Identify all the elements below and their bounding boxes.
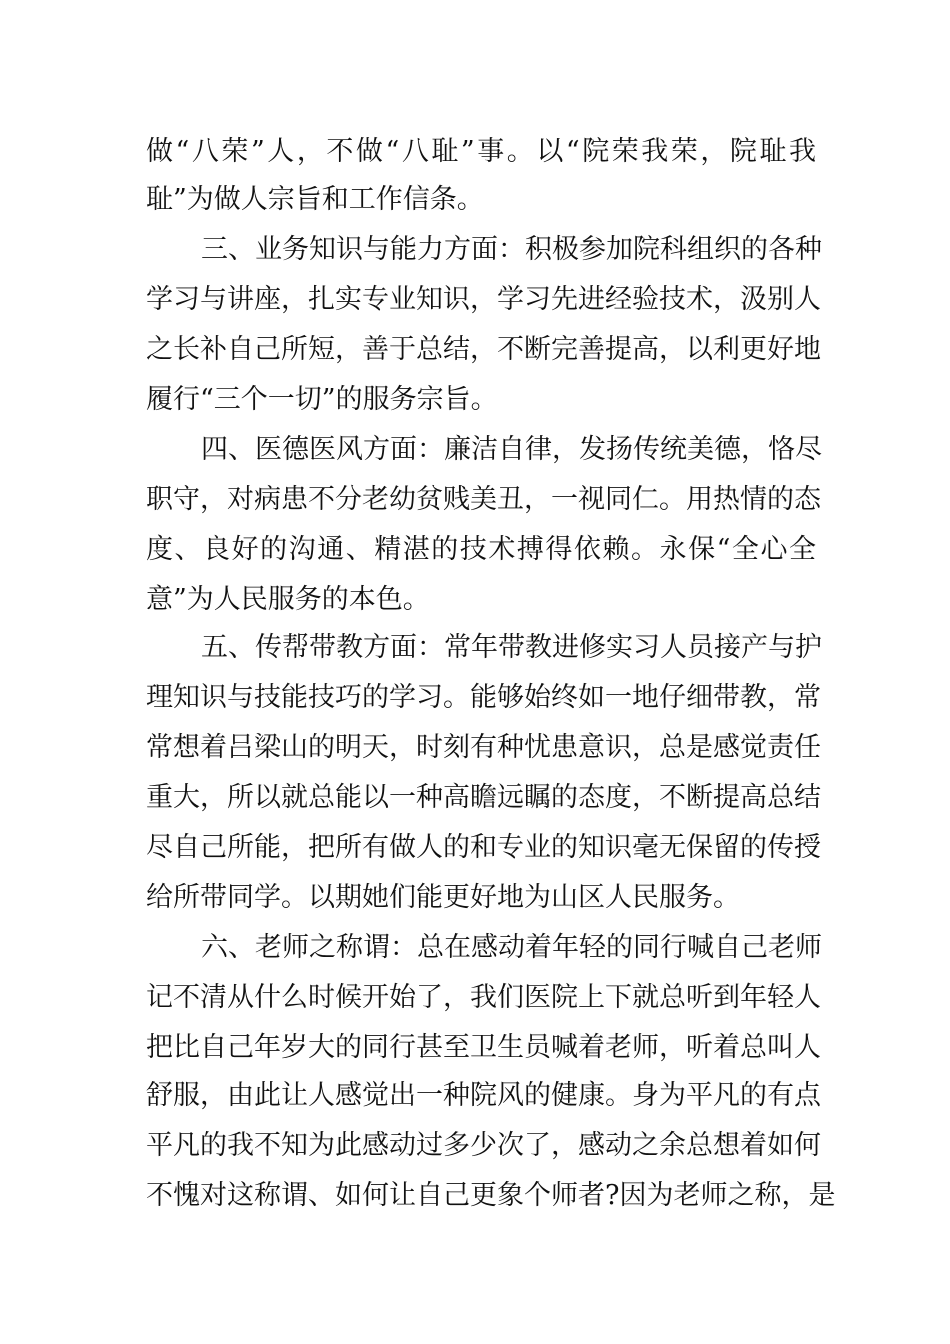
text-line: 舒服，由此让人感觉出一种院风的健康。身为平凡的有点 (146, 1080, 821, 1111)
text-line: 把比自己年岁大的同行甚至卫生员喊着老师，听着总叫人 (146, 1032, 821, 1063)
text-line: 常想着吕梁山的明天，时刻有种忧患意识，总是感觉责任 (146, 732, 821, 763)
text-line: 学习与讲座，扎实专业知识，学习先进经验技术，汲别人 (146, 284, 821, 315)
text-line: 履行“三个一切”的服务宗旨。 (146, 384, 498, 415)
text-line: 六、老师之称谓：总在感动着年轻的同行喊自己老师 (201, 932, 822, 963)
text-line: 职守，对病患不分老幼贫贱美丑，一视同仁。用热情的态 (146, 484, 821, 515)
text-line: 给所带同学。以期她们能更好地为山区人民服务。 (146, 882, 740, 913)
text-line: 五、传帮带教方面：常年带教进修实习人员接产与护 (201, 632, 822, 663)
text-line: 重大，所以就总能以一种高瞻远瞩的态度，不断提高总结 (146, 782, 821, 813)
text-line: 记不清从什么时候开始了，我们医院上下就总听到年轻人 (146, 982, 821, 1013)
text-line: 耻”为做人宗旨和工作信条。 (146, 184, 484, 215)
text-line: 理知识与技能技巧的学习。能够始终如一地仔细带教，常 (146, 682, 821, 713)
text-line: 意”为人民服务的本色。 (146, 584, 430, 615)
text-line: 四、医德医风方面：廉洁自律，发扬传统美德，恪尽 (201, 434, 822, 465)
text-line: 做“八荣”人，不做“八耻”事。以“院荣我荣，院耻我 (146, 136, 816, 167)
text-line: 平凡的我不知为此感动过多少次了，感动之余总想着如何 (146, 1130, 821, 1161)
text-line: 不愧对这称谓、如何让自己更象个师者?因为老师之称，是 (146, 1180, 836, 1211)
text-line: 尽自己所能，把所有做人的和专业的知识毫无保留的传授 (146, 832, 821, 863)
text-line: 三、业务知识与能力方面：积极参加院科组织的各种 (201, 234, 822, 265)
text-line: 之长补自己所短，善于总结，不断完善提高，以利更好地 (146, 334, 821, 365)
text-line: 度、良好的沟通、精湛的技术搏得依赖。永保“全心全 (146, 534, 816, 565)
